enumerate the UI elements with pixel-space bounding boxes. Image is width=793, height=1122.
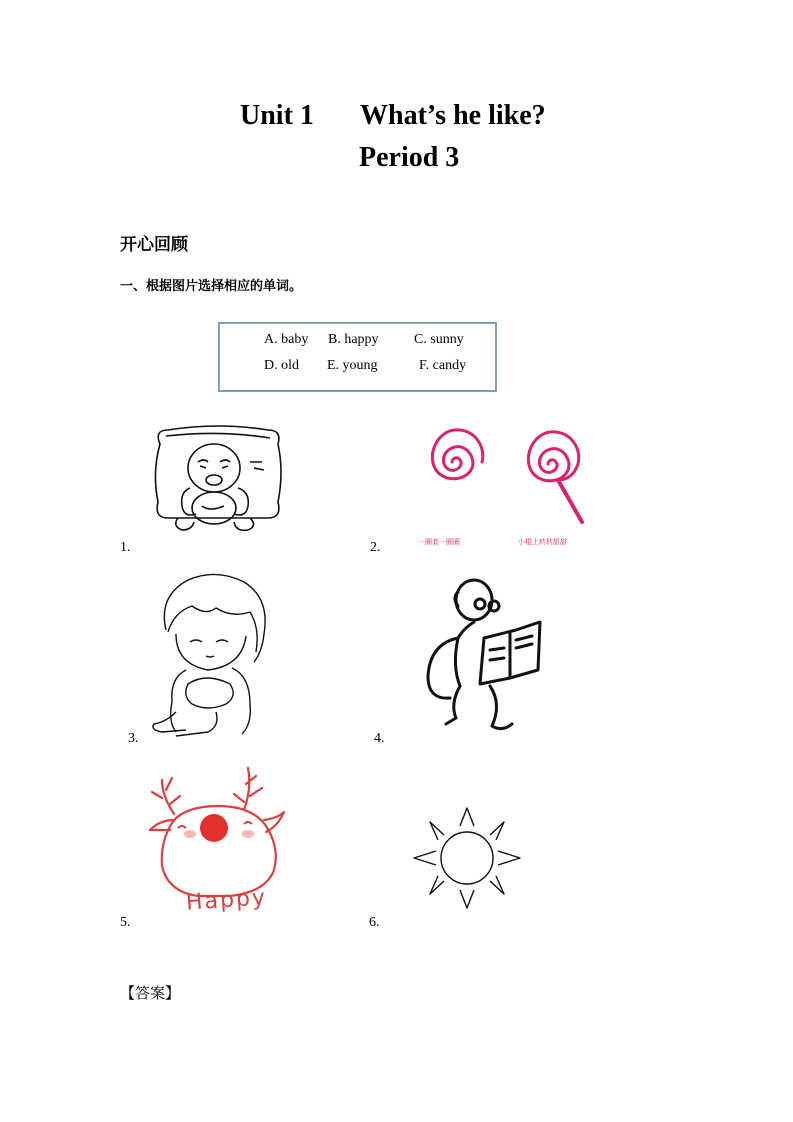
option-d: D. old bbox=[264, 358, 299, 373]
option-f: F. candy bbox=[419, 358, 467, 373]
instruction: 一、根据图片选择相应的单词。 bbox=[120, 279, 303, 294]
item-number-3: 3. bbox=[128, 731, 139, 746]
item-number-4: 4. bbox=[374, 731, 385, 746]
section-title: 开心回顾 bbox=[120, 235, 188, 255]
old-man-reading-icon bbox=[420, 576, 550, 740]
title-question: What’s he like? bbox=[360, 100, 546, 131]
young-child-icon bbox=[146, 572, 276, 742]
lollipop-caption-left: 一圈套一圈圈 bbox=[418, 538, 460, 546]
item-number-6: 6. bbox=[369, 915, 380, 930]
option-e: E. young bbox=[327, 358, 378, 373]
option-b: B. happy bbox=[328, 332, 379, 347]
sun-icon bbox=[410, 804, 524, 914]
answer-heading: 【答案】 bbox=[120, 984, 181, 1002]
title-period: Period 3 bbox=[359, 142, 460, 173]
item-number-1: 1. bbox=[120, 540, 131, 555]
reindeer-caption: Happy bbox=[185, 885, 268, 916]
lollipop-icon bbox=[418, 414, 598, 534]
option-c: C. sunny bbox=[414, 332, 464, 347]
crying-baby-icon bbox=[150, 422, 286, 534]
lollipop-caption-right: 小棍上转转甜甜 bbox=[518, 538, 567, 546]
option-a: A. baby bbox=[264, 332, 309, 347]
item-number-2: 2. bbox=[370, 540, 381, 555]
title-unit: Unit 1 bbox=[240, 100, 314, 131]
item-number-5: 5. bbox=[120, 915, 131, 930]
